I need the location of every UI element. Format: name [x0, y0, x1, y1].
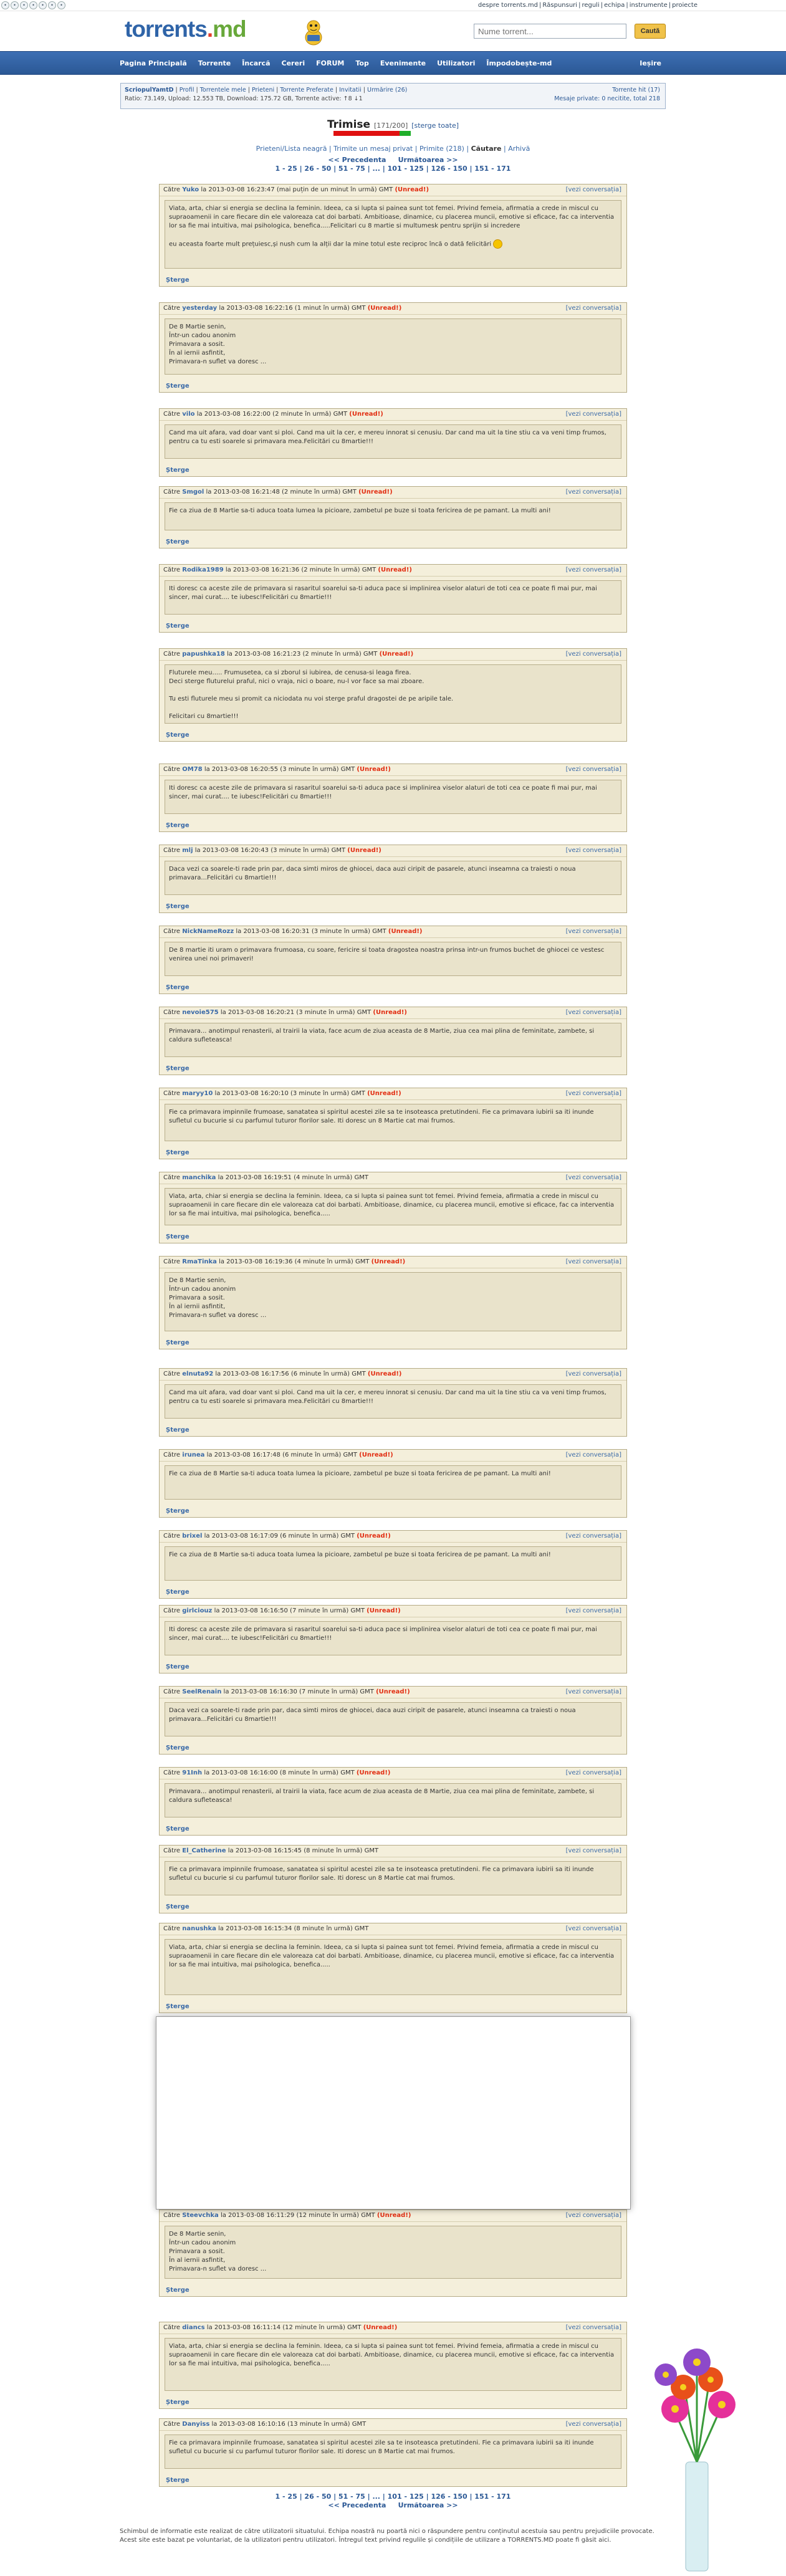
view-conversation-link[interactable]: [vezi conversația]	[565, 766, 621, 773]
message-date: la 2013-03-08 16:15:34 (8 minute în urmă) GMT	[218, 1925, 369, 1932]
nav-item[interactable]: Top	[355, 59, 369, 67]
message-body: Viata, arta, chiar si energia se declina la feminin. Ideea, ca si lupta si painea sunt tot femei. Privind femeia, afirmatia a crede in miscul cu supraoamenii in care fiecare din ele valoreaza cat doi barbati. Ambitioase, dinamice, cu placerea muncii, emotive si eficace, fac ca interventia lor sa fie mai intuitiva, mai psihologica, benefica.....	[165, 1188, 621, 1225]
delete-message-link[interactable]: Șterge	[166, 1826, 189, 1832]
message-item	[159, 564, 627, 633]
message-body: Daca vezi ca soarele-ti rade prin par, daca simti miros de ghiocei, daca auzi ciripit de pasarele, atunci inseamna ca traiesti o noua primavara...Felicitări cu 8martie!!!	[165, 861, 621, 895]
subnav-item[interactable]: Trimite un mesaj privat	[333, 145, 413, 153]
private-messages-link[interactable]: Mesaje private: 0 necitite, total 218	[554, 95, 660, 102]
vk-icon[interactable]: •	[11, 1, 19, 9]
message-date: la 2013-03-08 16:16:30 (7 minute în urmă) GMT	[223, 1688, 374, 1695]
message-item	[159, 1449, 627, 1518]
recipient-link[interactable]: El_Catherine	[182, 1847, 226, 1854]
message-date: la 2013-03-08 16:11:29 (12 minute în urmă) GMT	[220, 2212, 375, 2219]
view-conversation-link[interactable]: [vezi conversația]	[565, 928, 621, 935]
view-conversation-link[interactable]: [vezi conversația]	[565, 2324, 621, 2331]
nav-item[interactable]: Încarcă	[242, 59, 271, 67]
unread-badge: (Unread!)	[356, 1769, 391, 1776]
unread-badge: (Unread!)	[395, 186, 429, 193]
recipient-link[interactable]: NickNameRozz	[182, 928, 234, 935]
unread-badge: (Unread!)	[359, 1452, 393, 1458]
message-header: Către Yuko la 2013-03-08 16:23:47 (mai puțin de un minut în urmă) GMT (Unread!) [vezi conversația]	[160, 184, 626, 196]
view-conversation-link[interactable]: [vezi conversația]	[565, 847, 621, 854]
message-header: Către NickNameRozz la 2013-03-08 16:20:31 (3 minute în urmă) GMT (Unread!) [vezi conversația]	[160, 926, 626, 938]
view-conversation-link[interactable]: [vezi conversația]	[565, 2421, 621, 2428]
message-item	[159, 302, 627, 393]
top-link[interactable]: Răspunsuri	[542, 2, 578, 9]
recipient-link[interactable]: Yuko	[182, 186, 199, 193]
view-conversation-link[interactable]: [vezi conversația]	[565, 1769, 621, 1776]
message-body: De 8 Martie senin, Într-un cadou anonim Primavara a sosit. În al iernii asfintit, Primavara-n suflet va doresc ...	[165, 1272, 621, 1331]
unread-badge: (Unread!)	[379, 651, 414, 658]
top-link[interactable]: instrumente	[629, 2, 668, 9]
recipient-link[interactable]: nanushka	[182, 1925, 216, 1932]
footer-text: Schimbul de informatie este realizat de către utilizatorii situatului. Echipa noastră nu poartă nici o răspundere pentru conținutul acestuia sau pentru prejudiciile provocate. Acest site este bazat pe voluntariat, de la utilizatori pentru utilizatori. Întregul text privind regulile și condițiile de utilizare a TORRENTS.MD poate fi găsit aici.	[120, 2528, 654, 2544]
message-date: la 2013-03-08 16:19:36 (4 minute în urmă) GMT	[219, 1258, 370, 1265]
message-count: [171/200]	[374, 122, 408, 130]
delete-message-link[interactable]: Șterge	[166, 1339, 189, 1346]
message-item	[159, 1845, 627, 1913]
delete-message-link[interactable]: Șterge	[166, 1589, 189, 1596]
subnav-item[interactable]: Prieteni/Lista neagră	[256, 145, 327, 153]
subnav-item[interactable]: Arhivă	[508, 145, 530, 153]
message-body: Iti doresc ca aceste zile de primavara si rasaritul soarelui sa-ti aduca pace si implinirea viselor alaturi de toti cea ce poate fi mai pur, mai sincer, mai curat.... te iubesc!Felicitări cu 8martie!!!	[165, 580, 621, 615]
unread-badge: (Unread!)	[376, 1688, 410, 1695]
message-header: Către El_Catherine la 2013-03-08 16:15:45 (8 minute în urmă) GMT [vezi conversația]	[160, 1846, 626, 1857]
recipient-link[interactable]: nevoie575	[182, 1009, 219, 1016]
view-conversation-link[interactable]: [vezi conversația]	[565, 1090, 621, 1097]
message-header: Către maryy10 la 2013-03-08 16:20:10 (3 minute în urmă) GMT (Unread!) [vezi conversația]	[160, 1088, 626, 1100]
recipient-link[interactable]: Steevchka	[182, 2212, 219, 2219]
message-date: la 2013-03-08 16:17:09 (6 minute în urmă) GMT	[204, 1533, 355, 1539]
message-body: Cand ma uit afara, vad doar vant si ploi. Cand ma uit la cer, e mereu innorat si cenusiu. Dar cand ma uit la tine stiu ca va veni timp frumos, pentru ca tu esti soarele si primavara mea.Felicitări cu 8martie!!!	[165, 424, 621, 459]
quota-bar	[333, 131, 411, 136]
message-body: Primavara... anotimpul renasterii, al trairii la viata, face acum de ziua aceasta de 8 Martie, ziua cea mai plina de feminitate, zambete, si caldura sufleteasca!	[165, 1023, 621, 1057]
message-header: Către elnuta92 la 2013-03-08 16:17:56 (6 minute în urmă) GMT (Unread!) [vezi conversația]	[160, 1369, 626, 1381]
unread-badge: (Unread!)	[367, 305, 402, 312]
delete-message-link[interactable]: Șterge	[166, 1664, 189, 1670]
od-icon[interactable]: •	[48, 1, 56, 9]
recipient-link[interactable]: Rodika1989	[182, 567, 224, 573]
message-header: Către diancs la 2013-03-08 16:11:14 (12 minute în urmă) GMT (Unread!) [vezi conversația]	[160, 2322, 626, 2334]
message-item	[159, 486, 627, 548]
delete-message-link[interactable]: Șterge	[166, 383, 189, 390]
prev-link[interactable]: << Precedenta	[328, 156, 386, 164]
view-conversation-link[interactable]: [vezi conversația]	[565, 305, 621, 312]
unread-badge: (Unread!)	[388, 928, 423, 935]
unread-badge: (Unread!)	[347, 847, 381, 854]
message-body: Fie ca primavara impinnile frumoase, sanatatea si spiritul acestei zile sa te insoteasca pretutindeni. Fie ca primavara iubirii sa iti inunde sufletul cu bucurie si cu parfumul tuturor florilor sale. Iti doresc un 8 Martie cat mai frumos.	[165, 1861, 621, 1895]
delete-all-link[interactable]: [sterge toate]	[411, 122, 459, 130]
view-conversation-link[interactable]: [vezi conversația]	[565, 1607, 621, 1614]
recipient-link[interactable]: irunea	[182, 1452, 205, 1458]
view-conversation-link[interactable]: [vezi conversația]	[565, 651, 621, 658]
message-header: Către yesterday la 2013-03-08 16:22:16 (1 minut în urmă) GMT (Unread!) [vezi conversația]	[160, 303, 626, 315]
user-link[interactable]: Urmărire (26)	[367, 87, 408, 93]
message-body: De 8 Martie senin, Într-un cadou anonim Primavara a sosit. În al iernii asfintit, Primavara-n suflet va doresc ...	[165, 2226, 621, 2279]
delete-message-link[interactable]: Șterge	[166, 822, 189, 829]
overlay-ad-box[interactable]	[156, 2016, 631, 2210]
recipient-link[interactable]: 91Inh	[182, 1769, 203, 1776]
delete-message-link[interactable]: Șterge	[166, 539, 189, 545]
delete-message-link[interactable]: Șterge	[166, 1427, 189, 1434]
message-header: Către nevoie575 la 2013-03-08 16:20:21 (3 minute în urmă) GMT (Unread!) [vezi conversația]	[160, 1007, 626, 1019]
message-date: la 2013-03-08 16:20:43 (3 minute în urmă) GMT	[194, 847, 346, 854]
message-header: Către Danyiss la 2013-03-08 16:10:16 (13 minute în urmă) GMT [vezi conversația]	[160, 2419, 626, 2431]
message-body: De 8 Martie senin, Într-un cadou anonim Primavara a sosit. În al iernii asfintit, Primavara-n suflet va doresc ...	[165, 318, 621, 375]
message-item	[159, 1007, 627, 1075]
recipient-link[interactable]: Smgol	[182, 489, 204, 496]
search-input[interactable]	[474, 24, 626, 39]
delete-message-link[interactable]: Șterge	[166, 2003, 189, 2010]
recipient-link[interactable]: maryy10	[182, 1090, 213, 1097]
message-date: la 2013-03-08 16:20:21 (3 minute în urmă) GMT	[220, 1009, 371, 1016]
view-conversation-link[interactable]: [vezi conversația]	[565, 2212, 621, 2219]
message-date: la 2013-03-08 16:20:31 (3 minute în urmă) GMT	[236, 928, 386, 935]
message-header: Către manchika la 2013-03-08 16:19:51 (4 minute în urmă) GMT [vezi conversația]	[160, 1172, 626, 1184]
message-date: la 2013-03-08 16:19:51 (4 minute în urmă) GMT	[218, 1174, 368, 1181]
unread-badge: (Unread!)	[357, 766, 391, 773]
message-date: la 2013-03-08 16:21:23 (2 minute în urmă) GMT	[227, 651, 378, 658]
message-item	[159, 2322, 627, 2409]
recipient-link[interactable]: diancs	[182, 2324, 205, 2331]
rss-icon[interactable]: •	[1, 1, 9, 9]
message-body: Primavara... anotimpul renasterii, al trairii la viata, face acum de ziua aceasta de 8 Martie, ziua cea mai plina de feminitate, zambete, si caldura sufleteasca!	[165, 1783, 621, 1817]
unread-badge: (Unread!)	[349, 411, 383, 418]
view-conversation-link[interactable]: [vezi conversația]	[565, 1174, 621, 1181]
message-body: Viata, arta, chiar si energia se declina la feminin. Ideea, ca si lupta si painea sunt tot femei. Privind femeia, afirmatia a crede in miscul cu supraoamenii in care fiecare din ele valoreaza cat doi barbati. Ambitioase, dinamice, cu placerea muncii, emotive si eficace, fac ca interventia lor sa fie mai intuitiva, mai psihologica, benefica.....Felicitari cu 8 martie si multumesk pentru sprijin si incredere eu aceasta foarte mult prețuiesc,și nush cum la alții dar la mine totul este reciproc încă o dată felicitări	[165, 200, 621, 269]
message-item	[159, 1368, 627, 1437]
sub-nav: Prieteni/Lista neagră | Trimite un mesaj privat | Primite (218) | Căutare | Arhivă	[256, 145, 530, 153]
delete-message-link[interactable]: Șterge	[166, 1745, 189, 1751]
view-conversation-link[interactable]: [vezi conversația]	[565, 1009, 621, 1016]
message-item	[159, 1605, 627, 1673]
user-bar	[120, 83, 666, 109]
recipient-link[interactable]: girlciouz	[182, 1607, 213, 1614]
recipient-link[interactable]: vilo	[182, 411, 195, 418]
logout-link[interactable]: Ieșire	[640, 59, 661, 67]
page-numbers-top[interactable]: 1 - 25 | 26 - 50 | 51 - 75 | ... | 101 - 125 | 126 - 150 | 151 - 171	[275, 165, 511, 173]
recipient-link[interactable]: SeelRenain	[182, 1688, 222, 1695]
recipient-link[interactable]: RmaTinka	[182, 1258, 217, 1265]
view-conversation-link[interactable]: [vezi conversația]	[565, 186, 621, 193]
message-header: Către girlciouz la 2013-03-08 16:16:50 (7 minute în urmă) GMT (Unread!) [vezi conversația]	[160, 1606, 626, 1617]
message-date: la 2013-03-08 16:17:48 (6 minute în urmă) GMT	[206, 1452, 357, 1458]
delete-message-link[interactable]: Șterge	[166, 2399, 189, 2406]
unread-badge: (Unread!)	[376, 2212, 411, 2219]
message-date: la 2013-03-08 16:17:56 (6 minute în urmă) GMT	[215, 1371, 366, 1377]
recipient-link[interactable]: elnuta92	[182, 1371, 214, 1377]
message-body: Fie ca primavara impinnile frumoase, sanatatea si spiritul acestei zile sa te insoteasca pretutindeni. Fie ca primavara iubirii sa iti inunde sufletul cu bucurie si cu parfumul tuturor florilor sale. Iti doresc un 8 Martie cat mai frumos.	[165, 1104, 621, 1141]
delete-message-link[interactable]: Șterge	[166, 903, 189, 910]
message-item	[159, 1088, 627, 1159]
view-conversation-link[interactable]: [vezi conversația]	[565, 1533, 621, 1539]
message-header: Către nanushka la 2013-03-08 16:15:34 (8 minute în urmă) GMT [vezi conversația]	[160, 1923, 626, 1935]
message-header: Către irunea la 2013-03-08 16:17:48 (6 minute în urmă) GMT (Unread!) [vezi conversația]	[160, 1450, 626, 1462]
message-body: Fie ca ziua de 8 Martie sa-ti aduca toata lumea la picioare, zambetul pe buze si toata fericirea de pe pamant. La multi ani!	[165, 1546, 621, 1581]
message-item	[159, 1256, 627, 1349]
delete-message-link[interactable]: Șterge	[166, 1065, 189, 1072]
delete-message-link[interactable]: Șterge	[166, 623, 189, 630]
message-header: Către 91Inh la 2013-03-08 16:16:00 (8 minute în urmă) GMT (Unread!) [vezi conversația]	[160, 1768, 626, 1779]
top-bar	[0, 0, 786, 11]
social-icons	[1, 1, 65, 9]
delete-message-link[interactable]: Șterge	[166, 1149, 189, 1156]
quota-used	[333, 131, 400, 136]
search-button[interactable]: Caută	[635, 24, 666, 39]
hit-torrents-link[interactable]: Torrente hit (17)	[612, 87, 660, 93]
logo-torrents: torrents	[125, 16, 207, 42]
message-header: Către vilo la 2013-03-08 16:22:00 (2 minute în urmă) GMT (Unread!) [vezi conversația]	[160, 409, 626, 421]
message-date: la 2013-03-08 16:22:16 (1 minut în urmă) GMT	[219, 305, 366, 312]
unread-badge: (Unread!)	[363, 2324, 398, 2331]
message-body: De 8 martie iti uram o primavara frumoasa, cu soare, fericire si toata dragostea noastra prinsa intr-un frumos buchet de ghiocei ce vestesc venirea unei noi primaveri!	[165, 942, 621, 976]
subnav-item[interactable]: Primite (218)	[419, 145, 464, 153]
delete-message-link[interactable]: Șterge	[166, 1233, 189, 1240]
gp-icon[interactable]: •	[57, 1, 65, 9]
top-link[interactable]: proiecte	[672, 2, 697, 9]
tw-icon[interactable]: •	[29, 1, 37, 9]
message-date: la 2013-03-08 16:23:47 (mai puțin de un minut în urmă) GMT	[201, 186, 393, 193]
unread-badge: (Unread!)	[367, 1090, 401, 1097]
message-date: la 2013-03-08 16:16:00 (8 minute în urmă) GMT	[204, 1769, 355, 1776]
pager-top	[0, 156, 786, 164]
message-body: Fluturele meu..... Frumusetea, ca si zborul si iubirea, de cenusa-si leaga firea. Deci sterge fluturelui praful, nici o vraja, nici o boare, nu-l vor face sa mai zboare. Tu esti fluturele meu si promit ca niciodata nu voi sterge praful dragostei de pe aripile tale. Felicitari cu 8martie!!!	[165, 664, 621, 724]
mascot-icon	[302, 19, 325, 46]
page-numbers-bottom[interactable]: 1 - 25 | 26 - 50 | 51 - 75 | ... | 101 - 125 | 126 - 150 | 151 - 171	[275, 2492, 511, 2501]
prev-link-bottom[interactable]: << Precedenta	[328, 2501, 386, 2509]
top-link[interactable]: reguli	[582, 2, 600, 9]
message-header: Către Steevchka la 2013-03-08 16:11:29 (12 minute în urmă) GMT (Unread!) [vezi conversația]	[160, 2210, 626, 2222]
message-item	[159, 926, 627, 994]
message-item	[159, 1530, 627, 1599]
message-body: Cand ma uit afara, vad doar vant si ploi. Cand ma uit la cer, e mereu innorat si cenusiu. Dar cand ma uit la tine stiu ca va veni timp frumos, pentru ca tu esti soarele si primavara mea.Felicitări cu 8martie!!!	[165, 1384, 621, 1419]
user-link[interactable]: Profil	[179, 87, 194, 93]
recipient-link[interactable]: yesterday	[182, 305, 218, 312]
nav-item[interactable]: Evenimente	[380, 59, 426, 67]
unread-badge: (Unread!)	[358, 489, 393, 496]
unread-badge: (Unread!)	[357, 1533, 391, 1539]
message-date: la 2013-03-08 16:21:48 (2 minute în urmă) GMT	[206, 489, 357, 496]
message-item	[159, 408, 627, 477]
nav-item[interactable]: Utilizatori	[437, 59, 476, 67]
nav-item[interactable]: FORUM	[316, 59, 345, 67]
top-link[interactable]: despre torrents.md	[477, 2, 538, 9]
site-logo[interactable]	[125, 16, 246, 42]
message-item	[159, 2418, 627, 2487]
message-header: Către SeelRenain la 2013-03-08 16:16:30 (7 minute în urmă) GMT (Unread!) [vezi conversația]	[160, 1687, 626, 1698]
message-date: la 2013-03-08 16:15:45 (8 minute în urmă) GMT	[228, 1847, 379, 1854]
page-title: Trimise [171/200] [sterge toate]	[327, 118, 459, 131]
message-item	[159, 764, 627, 832]
view-conversation-link[interactable]: [vezi conversația]	[565, 1258, 621, 1265]
message-date: la 2013-03-08 16:10:16 (13 minute în urmă) GMT	[211, 2421, 367, 2428]
user-link[interactable]: Prieteni	[251, 87, 275, 93]
delete-message-link[interactable]: Șterge	[166, 2477, 189, 2484]
unread-badge: (Unread!)	[371, 1258, 406, 1265]
message-date: la 2013-03-08 16:22:00 (2 minute în urmă) GMT	[196, 411, 348, 418]
recipient-link[interactable]: mlj	[182, 847, 193, 854]
delete-message-link[interactable]: Șterge	[166, 2287, 189, 2294]
message-header: Către Smgol la 2013-03-08 16:21:48 (2 minute în urmă) GMT (Unread!) [vezi conversația]	[160, 487, 626, 499]
message-body: Viata, arta, chiar si energia se declina la feminin. Ideea, ca si lupta si painea sunt tot femei. Privind femeia, afirmatia a crede in miscul cu supraoamenii in care fiecare din ele valoreaza cat doi barbati. Ambitioase, dinamice, cu placerea muncii, emotive si eficace, fac ca interventia lor sa fie mai intuitiva, mai psihologica, benefica.....	[165, 1939, 621, 1995]
message-header: Către brixel la 2013-03-08 16:17:09 (6 minute în urmă) GMT (Unread!) [vezi conversația]	[160, 1531, 626, 1543]
flowers-vase-icon	[641, 2337, 753, 2574]
view-conversation-link[interactable]: [vezi conversația]	[565, 1371, 621, 1377]
unread-badge: (Unread!)	[367, 1371, 402, 1377]
message-date: la 2013-03-08 16:20:10 (3 minute în urmă) GMT	[214, 1090, 365, 1097]
message-item	[159, 648, 627, 742]
unread-badge: (Unread!)	[373, 1009, 407, 1016]
smiley-icon	[493, 239, 502, 249]
message-date: la 2013-03-08 16:11:14 (12 minute în urmă) GMT	[206, 2324, 362, 2331]
user-link[interactable]: Invitatii	[339, 87, 362, 93]
recipient-link[interactable]: Danyiss	[182, 2421, 210, 2428]
message-header: Către papushka18 la 2013-03-08 16:21:23 (2 minute în urmă) GMT (Unread!) [vezi conversația]	[160, 649, 626, 661]
message-body: Iti doresc ca aceste zile de primavara si rasaritul soarelui sa-ti aduca pace si implinirea viselor alaturi de toti cea ce poate fi mai pur, mai sincer, mai curat.... te iubesc!Felicitări cu 8martie!!!	[165, 1621, 621, 1655]
nav-item[interactable]: Împodobește-md	[486, 59, 552, 67]
delete-message-link[interactable]: Șterge	[166, 1903, 189, 1910]
message-item	[159, 1172, 627, 1243]
view-conversation-link[interactable]: [vezi conversația]	[565, 1688, 621, 1695]
view-conversation-link[interactable]: [vezi conversația]	[565, 567, 621, 573]
next-link-bottom[interactable]: Următoarea >>	[398, 2501, 458, 2509]
view-conversation-link[interactable]: [vezi conversația]	[565, 1847, 621, 1854]
username[interactable]: ScriopulYamtD	[125, 87, 174, 93]
mail-icon[interactable]: •	[20, 1, 28, 9]
message-item	[159, 1923, 627, 2013]
message-body: Viata, arta, chiar si energia se declina la feminin. Ideea, ca si lupta si painea sunt tot femei. Privind femeia, afirmatia a crede in miscul cu supraoamenii in care fiecare din ele valoreaza cat doi barbati. Ambitioase, dinamice, cu placerea muncii, emotive si eficace, fac ca interventia lor sa fie mai intuitiva, mai psihologica, benefica.....	[165, 2338, 621, 2391]
delete-message-link[interactable]: Șterge	[166, 732, 189, 739]
logo-dot: .	[206, 16, 213, 42]
message-header: Către RmaTinka la 2013-03-08 16:19:36 (4 minute în urmă) GMT (Unread!) [vezi conversația]	[160, 1257, 626, 1268]
user-stats: Ratio: 73.149, Upload: 12.553 TB, Download: 175.72 GB, Torrente active: ↑8 ↓1	[125, 95, 363, 102]
message-body: Iti doresc ca aceste zile de primavara si rasaritul soarelui sa-ti aduca pace si implinirea viselor alaturi de toti cea ce poate fi mai pur, mai sincer, mai curat.... te iubesc!Felicitări cu 8martie!!!	[165, 780, 621, 814]
delete-message-link[interactable]: Șterge	[166, 467, 189, 474]
user-link[interactable]: Torrente Preferate	[280, 87, 333, 93]
message-date: la 2013-03-08 16:20:55 (3 minute în urmă) GMT	[204, 766, 355, 773]
message-item	[159, 184, 627, 287]
message-body: Daca vezi ca soarele-ti rade prin par, daca simti miros de ghiocei, daca auzi ciripit de pasarele, atunci inseamna ca traiesti o noua primavara...Felicitări cu 8martie!!!	[165, 1702, 621, 1736]
nav-item[interactable]: Torrente	[198, 59, 231, 67]
top-link[interactable]: echipa	[604, 2, 625, 9]
header	[0, 11, 786, 51]
quota-free	[400, 131, 411, 136]
delete-message-link[interactable]: Șterge	[166, 277, 189, 284]
recipient-link[interactable]: papushka18	[182, 651, 225, 658]
user-link[interactable]: Torrentele mele	[199, 87, 246, 93]
next-link[interactable]: Următoarea >>	[398, 156, 458, 164]
view-conversation-link[interactable]: [vezi conversația]	[565, 489, 621, 496]
unread-badge: (Unread!)	[367, 1607, 401, 1614]
nav-item[interactable]: Pagina Principală	[120, 59, 187, 67]
delete-message-link[interactable]: Șterge	[166, 984, 189, 991]
view-conversation-link[interactable]: [vezi conversația]	[565, 1452, 621, 1458]
recipient-link[interactable]: manchika	[182, 1174, 216, 1181]
message-body: Fie ca ziua de 8 Martie sa-ti aduca toata lumea la picioare, zambetul pe buze si toata fericirea de pe pamant. La multi ani!	[165, 1465, 621, 1500]
main-nav	[0, 51, 786, 75]
top-links: despre torrents.md | Răspunsuri | reguli | echipa | instrumente | proiecte	[477, 2, 697, 9]
message-item	[159, 845, 627, 913]
user-links: | Profil | Torrentele mele | Prieteni | Torrente Preferate | Invitatii | Urmărire (26)	[175, 87, 408, 93]
nav-item[interactable]: Cereri	[281, 59, 305, 67]
logo-md: md	[213, 16, 246, 42]
message-body: Fie ca primavara impinnile frumoase, sanatatea si spiritul acestei zile sa te insoteasca pretutindeni. Fie ca primavara iubirii sa iti inunde sufletul cu bucurie si cu parfumul tuturor florilor sale. Iti doresc un 8 Martie cat mai frumos.	[165, 2435, 621, 2469]
message-header: Către Rodika1989 la 2013-03-08 16:21:36 (2 minute în urmă) GMT (Unread!) [vezi conversația]	[160, 565, 626, 577]
subnav-item[interactable]: Căutare	[471, 145, 502, 153]
message-date: la 2013-03-08 16:16:50 (7 minute în urmă) GMT	[214, 1607, 365, 1614]
message-body: Fie ca ziua de 8 Martie sa-ti aduca toata lumea la picioare, zambetul pe buze si toata fericirea de pe pamant. La multi ani!	[165, 502, 621, 530]
unread-badge: (Unread!)	[378, 567, 412, 573]
recipient-link[interactable]: brixel	[182, 1533, 203, 1539]
message-item	[159, 1767, 627, 1836]
message-item	[159, 1686, 627, 1755]
message-date: la 2013-03-08 16:21:36 (2 minute în urmă) GMT	[225, 567, 376, 573]
message-header: Către OM78 la 2013-03-08 16:20:55 (3 minute în urmă) GMT (Unread!) [vezi conversația]	[160, 764, 626, 776]
view-conversation-link[interactable]: [vezi conversația]	[565, 1925, 621, 1932]
message-item	[159, 2210, 627, 2297]
message-header: Către mlj la 2013-03-08 16:20:43 (3 minute în urmă) GMT (Unread!) [vezi conversația]	[160, 845, 626, 857]
view-conversation-link[interactable]: [vezi conversația]	[565, 411, 621, 418]
delete-message-link[interactable]: Șterge	[166, 1508, 189, 1515]
fb-icon[interactable]: •	[39, 1, 47, 9]
recipient-link[interactable]: OM78	[182, 766, 203, 773]
